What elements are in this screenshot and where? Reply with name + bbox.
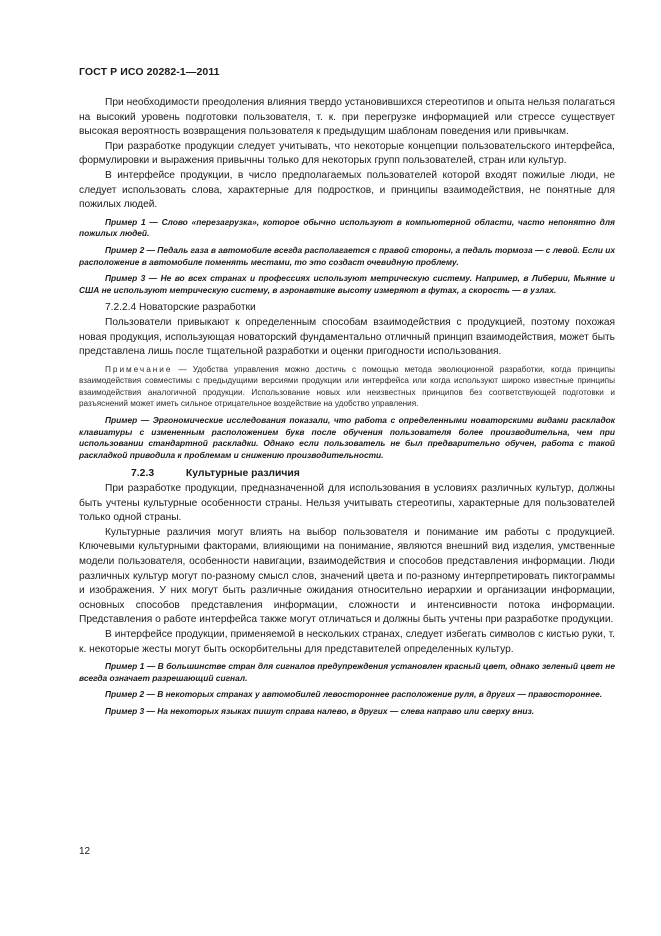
- example-text: Пример 3 — Не во всех странах и профессиях используют метрическую систему. Например, в Либерии, Мьянме и США не используют метрическую систему, в аэронавтике высоту измеряют в футах, а скорость — в узлах.: [79, 273, 615, 295]
- paragraph: При разработке продукции следует учитывать, что некоторые концепции пользовательского интерфейса, формулировки и выражения привычны только для некоторых групп пользователей, стран или культур.: [79, 140, 615, 167]
- example-text: Пример 3 — На некоторых языках пишут справа налево, в других — слева направо или сверху вниз.: [105, 705, 535, 716]
- section-number: 7.2.3: [131, 468, 155, 480]
- section-title: Культурные различия: [185, 468, 300, 480]
- note-body: — Удобства управления можно достичь с помощью метода эволюционной разработки, когда принципы взаимодействия совместимы с предыдущими версиями продукции или интерфейса или когда используют широко известные принципы взаимодействия аналогичной продукции. Использование новых или неизвестных принципов без соответствующей подготовки и разъяснений может иметь сильное отрицательное воздействие на удобство управления.: [79, 364, 615, 409]
- section-heading: [79, 467, 615, 482]
- paragraph: При необходимости преодоления влияния твердо установившихся стереотипов и опыта нельзя полагаться на высокий уровень подготовки пользователя, т. к. при перегрузке информацией или стрессе существует высокая вероятность возвращения пользователя к предыдущим шаблонам поведения или привычкам.: [79, 97, 615, 138]
- paragraph: Культурные различия могут влиять на выбор пользователя и понимание им работы с продукцией. Ключевыми культурными факторами, влияющими на понимание, являются внешний вид изделия, умственные модели пользователя, особенности навигации, взаимодействия и способов представления информации. Люди различных культур могут по-разному смысл слов, значений цвета и по-разному интерпретировать пиктограммы и изображения. У них могут быть различные ожидания относительно иерархии и организации информации, основных способов представления информации, сложности и интенсивности потока информации. Представления о работе интерфейса также могут отличаться и должны быть учтены при разработке продукции.: [79, 526, 615, 626]
- example-text: Пример 1 — Слово «перезагрузка», которое обычно используют в компьютерной области, часто непонятно для пожилых людей.: [79, 216, 615, 239]
- document-header: ГОСТ Р ИСО 20282-1—2011: [79, 66, 220, 78]
- page-number: 12: [79, 846, 91, 857]
- example-text: Пример 2 — В некоторых странах у автомобилей левостороннее расположение руля, в других — правостороннее.: [105, 689, 603, 700]
- paragraph: Пользователи привыкают к определенным способам взаимодействия с продукцией, поэтому похожая новая продукция, использующая новаторский фундаментально отличный принцип взаимодействия, может быть представлена лишь после тщательной разработки и оценки пригодности использования.: [79, 316, 615, 358]
- paragraph: В интерфейсе продукции, в число предполагаемых пользователей которой входят пожилые люди, не следует использовать слова, характерные для подростков, и принципы взаимодействия, не понятные для пожилых людей.: [79, 169, 615, 211]
- subsection-heading: 7.2.2.4 Новаторские разработки: [105, 302, 256, 314]
- document-body: [79, 96, 615, 723]
- paragraph: В интерфейсе продукции, применяемой в нескольких странах, следует избегать символов с кистью руки, т. к. некоторые жесты могут быть оскорбительны для представителей определенных культур.: [79, 628, 615, 655]
- example-text: Пример — Эргономические исследования показали, что работа с определенными новаторскими видами раскладок клавиатуры с измененным расположением букв после обучения пользователя более производительна, чем при использовании стандартной раскладки. Однако если пользователь не был предварительно обучен, работа с такой раскладкой приводила к проблемам и снижению производительности.: [79, 415, 615, 460]
- example-text: Пример 1 — В большинстве стран для сигналов предупреждения установлен красный цвет, однако зеленый цвет не всегда означает разрешающий сигнал.: [79, 661, 615, 683]
- note-label: Примечание: [105, 364, 173, 374]
- paragraph: При разработке продукции, предназначенной для использования в условиях различных культур, должны быть учтены культурные особенности страны. Нельзя учитывать стереотипы, характерные для пользователей только одной страны.: [79, 483, 615, 524]
- example-text: Пример 2 — Педаль газа в автомобиле всегда располагается с правой стороны, а педаль тормоза — с левой. Если их расположение в автомобиле поменять местами, то это создаст очевидную проблему.: [79, 244, 615, 267]
- note-text: [79, 364, 615, 410]
